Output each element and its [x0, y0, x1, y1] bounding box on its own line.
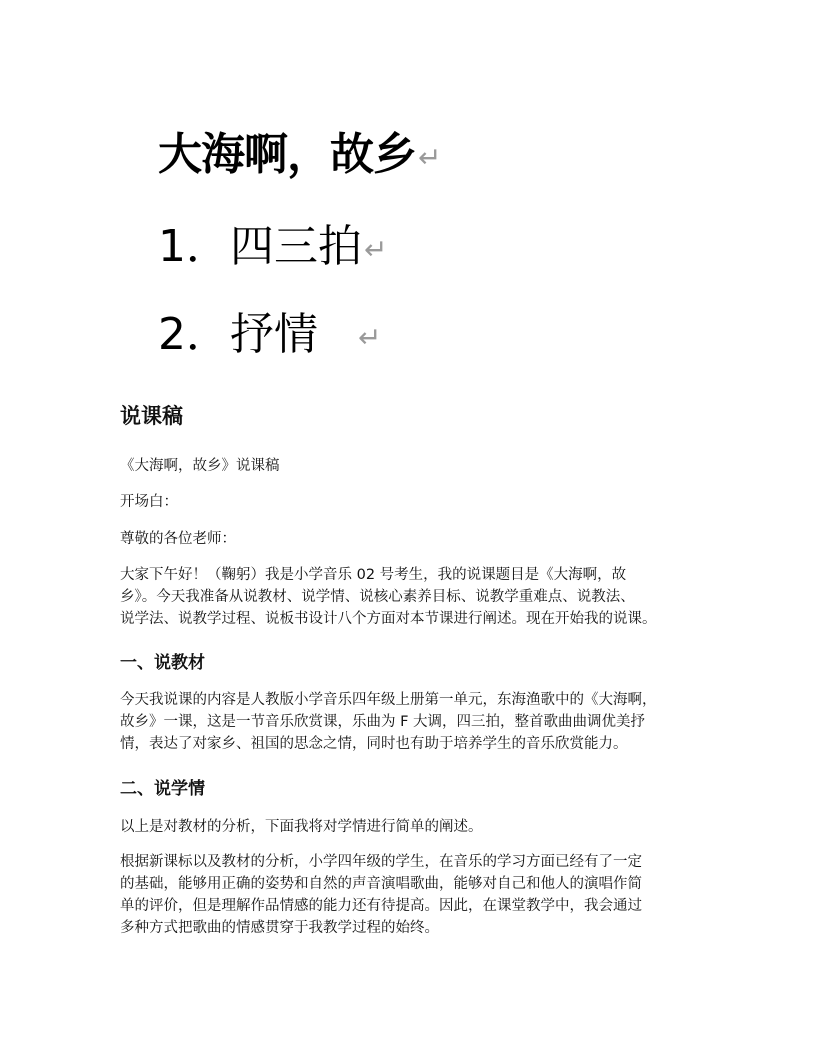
text-line: 今天我说课的内容是人教版小学音乐四年级上册第一单元，东海渔歌中的《大海啊，: [120, 692, 657, 708]
text-line: 单的评价，但是理解作品情感的能力还有待提高。因此，在课堂教学中，我会通过: [120, 898, 642, 914]
section-2-title: 二、说学情: [120, 779, 205, 799]
section-2-paragraph: [120, 851, 710, 939]
document-subtitle: 《大海啊，故乡》说课稿: [120, 458, 280, 474]
text-line: 大家下午好！（鞠躬）我是小学音乐 02 号考生，我的说课题目是《大海啊，故: [120, 567, 627, 583]
text-line: 根据新课标以及教材的分析，小学四年级的学生，在音乐的学习方面已经有了一定: [120, 854, 642, 870]
text-line: 说学法、说教学过程、说板书设计八个方面对本节课进行阐述。现在开始我的说课。: [120, 611, 657, 627]
section-2-transition: 以上是对教材的分析，下面我将对学情进行简单的阐述。: [120, 819, 483, 835]
text-line: 故乡》一课，这是一节音乐欣赏课，乐曲为 F 大调，四三拍，整首歌曲曲调优美抒: [120, 714, 646, 730]
pasted-image-banner: [150, 110, 470, 370]
document-heading: 说课稿: [120, 404, 183, 428]
banner-title: 大海啊，故乡↵: [158, 129, 441, 180]
text-line: 情，表达了对家乡、祖国的思念之情，同时也有助于培养学生的音乐欣赏能力。: [120, 736, 628, 752]
text-line: 多种方式把歌曲的情感贯穿于我教学过程的始终。: [120, 920, 439, 936]
section-1-paragraph: [120, 689, 710, 755]
banner-item-2: 2．抒情 ↵: [158, 309, 382, 360]
paragraph-mark-icon: ↵: [358, 320, 382, 354]
banner-item-1: 1．四三拍↵: [158, 221, 388, 272]
paragraph-mark-icon: ↵: [418, 140, 441, 174]
opening-label: 开场白：: [120, 494, 178, 510]
greeting: 尊敬的各位老师：: [120, 531, 236, 547]
text-line: 的基础，能够用正确的姿势和自然的声音演唱歌曲，能够对自己和他人的演唱作简: [120, 876, 642, 892]
text-line: 乡》。今天我准备从说教材、说学情、说核心素养目标、说教学重难点、说教法、: [120, 589, 635, 605]
intro-paragraph: [120, 564, 710, 630]
section-1-title: 一、说教材: [120, 653, 205, 673]
paragraph-mark-icon: ↵: [364, 232, 388, 266]
